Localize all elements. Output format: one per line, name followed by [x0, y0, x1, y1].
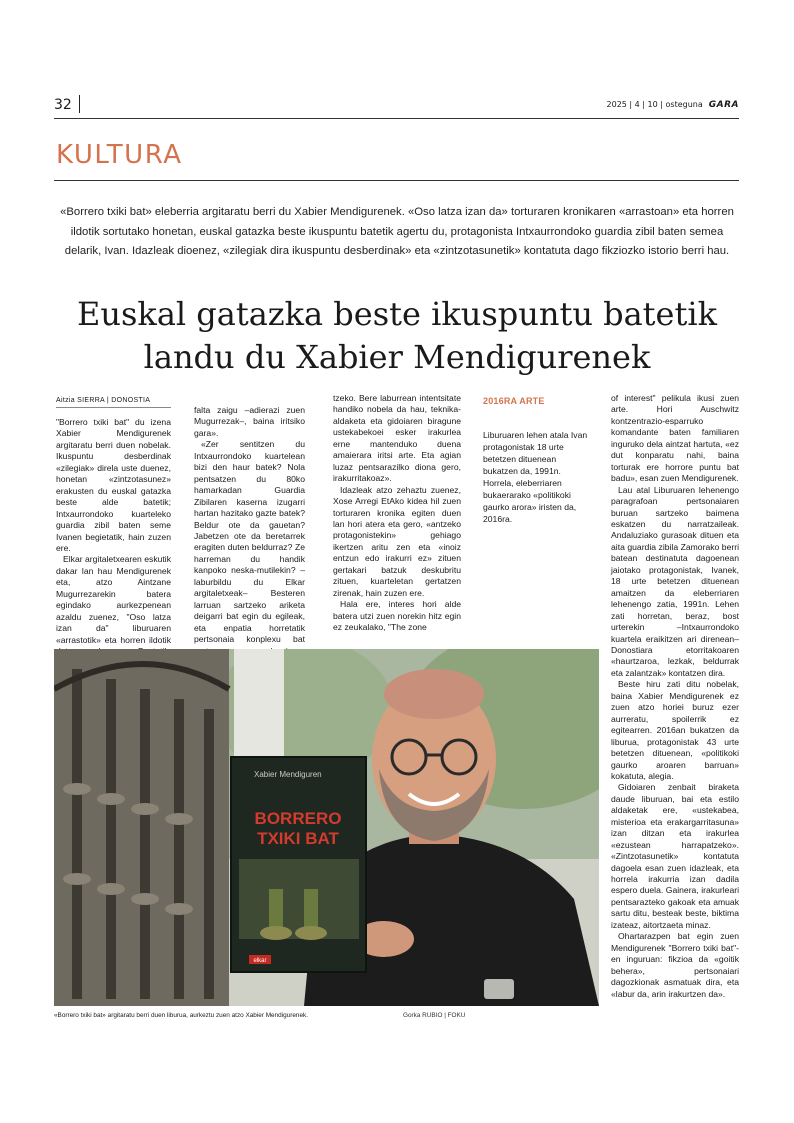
sidebar-text: Liburuaren lehen atala Ivan protagonistak 18 urte betetzen dituenean bukatzen da, 1991n. Horrela, eleberriaren bukaerarako «politikoki gaurko arora» iristen da, 2016ra. — [483, 430, 588, 524]
sidebar-title: 2016RA ARTE — [483, 396, 545, 406]
headline-line-2: landu du Xabier Mendigurenek — [143, 338, 651, 376]
article-column-1 — [56, 417, 171, 680]
book-title-line-2: TXIKI BAT — [257, 829, 339, 848]
photo-illustration — [54, 649, 599, 1006]
paragraph: Lau atal Liburuaren lehenengo paragrafoan pertsonaiaren buruan sartzeko baimena eskatzen du narratzaileak. Andaluziako gurasoak dituen eta aita guardia zibila Zamorako berri batean destinatuta dagoenean jaiotako protagonistak, Ivanek, 18 urte betetzen dituenean amaitzen da eleberriaren lehenengo zatia, 1991n. Lehen zati horretan, beraz, bost urterekin –Intxaurrondoko kuartela eraikitzen ari direnean– Donostiara etorritakoaren «haurtzaroa, lezkak, beldurrak eta zalantzak» kontatzen dira. — [611, 484, 739, 678]
article-column-4 — [611, 393, 739, 1000]
page-number-divider — [79, 95, 80, 113]
section-rule — [54, 180, 739, 181]
paragraph: Idazleak atzo zehaztu zuenez, Xose Arregi EtAko kidea hil zuen torturaren kronika egiten duen lan hori atera eta gero, «antzeko protagonistekin» gehiago ikertzen aritu zen eta «inoiz entzun edo irakurri ez» zituen gertakari batzuk deskubritu zituen, kuarteletan gertatzen zirenak, hain zuzen ere. — [333, 484, 461, 598]
paragraph: Gidoiaren zenbait biraketa daude liburuan, bai eta estilo aldaketak ere, «ustekabea, misterioa eta erakargarritasuna» izan ditzan eta irakurlea «ezustean harrapatzeko». «Zintzotasunetik» kontatuta dagoela esan zuen idazleak, eta horrela irakurria izan dadila espero duela. Gainera, irakurleari pentsarazteko gakoak eta amuak sartu ditu, besteak beste, biktima izateaz, aitortzaeta minaz. — [611, 782, 739, 930]
paragraph: «Zer sentitzen du Intxaurrondoko kuartelean bizi den haur batek? Nola pentsatzen du 80ko hamarkadan Guardia Zibilaren kaserna izugarri hartan hazitako gazte batek? Beldur ote da gauetan? Jabetzen ote da beretarrek eragiten duten beldurraz? Ze harreman du handik kanpoko neska-mutilekin? –laburbildu du Elkar argitaletxeak– Besteren larruan sartzeko ariketa deigarri bat egin du egileak, eta enpatia horretatik pertsonaia konplexu bat — [194, 439, 305, 645]
book-publisher: elkar — [253, 958, 267, 964]
paragraph: falta zaigu –adierazi zuen Mugurrezak–, baina iritsiko gara». — [194, 405, 305, 438]
paragraph: Ohartarazpen bat egin zuen Mendigurenek "Borrero txiki bat"-en inguruan: fikzioa da «goitik behera», pertsonaiari dagozkionak asmatuak dira, eta «labur da, arin irakurtzen da». — [611, 931, 739, 999]
article-column-3 — [333, 393, 461, 634]
page-number: 32 — [54, 97, 72, 113]
issue-date: 2025 | 4 | 10 | osteguna — [606, 100, 703, 109]
header-rule — [54, 118, 739, 119]
newspaper-brand: GARA — [708, 100, 739, 110]
paragraph: of interest" pelikula ikusi zuen arte. Hori Auschwitz kontzentrazio-esparruko komandante baten familiaren inguruko dela aintzat hartuta, «ez dut konparatu nahi, baina torturak ere horrore puntu bat badu», esan zuen Mendigurenek. — [611, 393, 739, 484]
paragraph: tzeko. Bere laburrean intentsitate handiko nobela da hau, teknika-aldaketa eta gidoiaren biragune ustekabekoei esker irakurlea erne mantenduko duena amaierara iritsi arte. Eta agian luzaz pentsarazilko diona gero, irakurritakoaz». — [333, 393, 461, 484]
book-author: Xabier Mendiguren — [254, 770, 322, 779]
paragraph: "Borrero txiki bat" du izena Xabier Mendigurenek argitaratu berri duen nobelak. Ikuspuntu desberdinak «zilegiak» direla uste duenez, honetan «zintzotasunez» erakusten du euskal gatazka beste alde batetik; Intxaurrondoko kuarteleko guardia zibil baten seme Ivanen begietatik, hain zuzen ere. — [56, 417, 171, 553]
photo-credit: Gorka RUBIO | FOKU — [403, 1012, 466, 1019]
section-title: KULTURA — [56, 140, 183, 170]
photo-caption: «Borrero txiki bat» argitaratu berri duen liburua, aurkeztu zuen atzo Xabier Mendigurenek. — [54, 1012, 308, 1019]
byline-rule — [56, 407, 171, 408]
book-title-line-1: BORRERO — [254, 809, 342, 828]
byline: Aitzia SIERRA | DONOSTIA — [56, 397, 151, 404]
headline-line-1: Euskal gatazka beste ikuspuntu batetik — [77, 295, 717, 333]
folio — [607, 100, 739, 110]
paragraph: Elkar argitaletxearen eskutik dakar lan hau Mendigurenek eta, atzo Aintzane Mugurrezarekin batera egindako aurkezpenean azaldu zuenez, "Oso latza izan da" liburuaren «arrastotik» eta horren ildotik — [56, 554, 171, 645]
paragraph: Hala ere, interes hori alde batera utzi zuen norekin hitz egin ez zeukalako, "The zone — [333, 599, 461, 633]
article-headline — [40, 293, 754, 379]
paragraph: Beste hiru zati ditu nobelak, baina Xabier Mendigurenek ez zuen atzo horiei buruz ezer aurreratu, spoilerrik ez egitearren. 2016an bukatzen da liburua, protagonistak 43 urte betetzen dituenean, «politikoki gaurko aroaren barruan» kokatuta, alegia. — [611, 679, 739, 781]
article-photo — [54, 649, 599, 1006]
article-lead: «Borrero txiki bat» eleberria argitaratu berri du Xabier Mendigurenek. «Oso latza izan da» torturaren kronikaren «arrastoan» eta horren ildotik sortutako honetan, euskal gatazka beste ikuspuntu batetik agertu du, protagonista Intxaurrondoko guardia zibil baten semea delarik, Ivan. Idazleak dioenez, «zilegiak dira ikuspuntu desberdinak» eta «zintzotasunetik» kontatuta dago fikziozko istorio berri hau. — [60, 206, 734, 257]
